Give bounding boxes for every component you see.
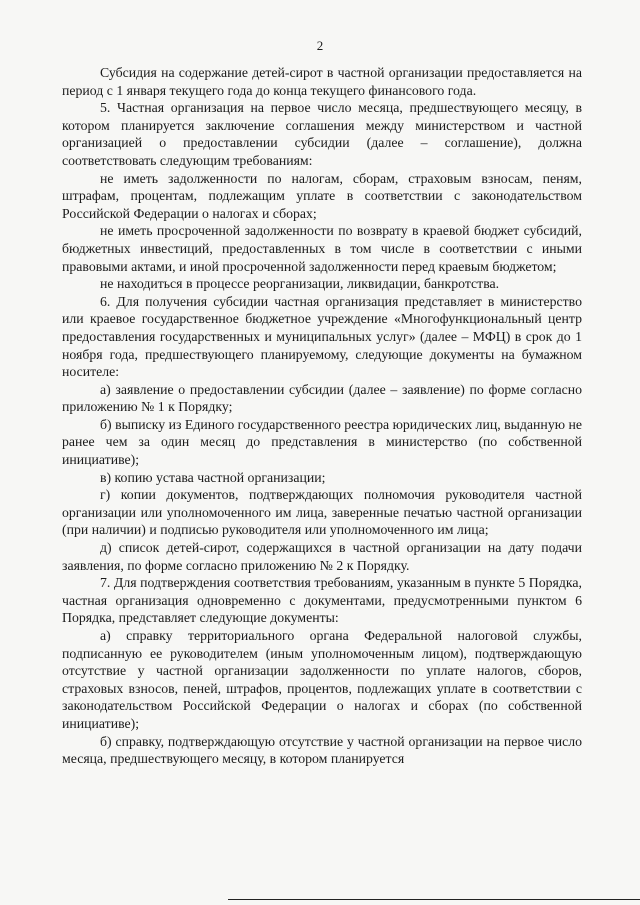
item-7b: б) справку, подтверждающую отсутствие у частной организации на первое число месяца, предшествующего месяцу, в котором планируется xyxy=(62,733,582,767)
item-6v: в) копию устава частной организации; xyxy=(100,469,326,485)
item-6g: г) копии документов, подтверждающих полномочия руководителя частной организации или уполномоченного им лица, заверенные печатью частной организации (при наличии) и подписью руководителя или уполномоченного им лица; xyxy=(62,487,582,538)
paragraph-5: 5. Частная организация на первое число месяца, предшествующего месяцу, в котором планируется заключение соглашения между министерством и частной организацией о предоставлении субсидии (далее – соглашение), должна соответствовать следующим требованиям: xyxy=(62,100,582,168)
item-7a: а) справку территориального органа Федеральной налоговой службы, подписанную ее руководителем (иным уполномоченным лицом), подтверждающую отсутствие у частной организации задолженности по уплате налогов, сборов, страховых взносов, пеней, штрафов, процентов, подлежащих уплате в соответствии с законодательством Российской Федерации о налогах и сборах (по собственной инициативе); xyxy=(62,628,582,731)
scan-edge-line xyxy=(228,899,640,900)
requirement-no-budget-debt: не иметь просроченной задолженности по возврату в краевой бюджет субсидий, бюджетных инвестиций, предоставленных в том числе в соответствии с иными правовыми актами, и иной просроченной задолженности перед краевым бюджетом; xyxy=(62,223,582,274)
requirement-no-reorganization: не находиться в процессе реорганизации, ликвидации, банкротства. xyxy=(100,276,500,292)
document-body xyxy=(62,64,582,768)
page-number: 2 xyxy=(316,38,324,53)
requirement-no-tax-debt: не иметь задолженности по налогам, сборам, страховым взносам, пеням, штрафам, процентам, подлежащим уплате в соответствии с законодательством Российской Федерации о налогах и сборах; xyxy=(62,170,582,221)
item-6b: б) выписку из Единого государственного реестра юридических лиц, выданную не ранее чем за один месяц до представления в министерство (по собственной инициативе); xyxy=(62,416,582,468)
item-6a: а) заявление о предоставлении субсидии (далее – заявление) по форме согласно приложению № 1 к Порядку; xyxy=(62,381,582,415)
item-6d: д) список детей-сирот, содержащихся в частной организации на дату подачи заявления, по форме согласно приложению № 2 к Порядку. xyxy=(62,540,582,573)
paragraph-7: 7. Для подтверждения соответствия требованиям, указанным в пункте 5 Порядка, частная организация одновременно с документами, предусмотренными пунктом 6 Порядка, представляет следующие документы: xyxy=(62,575,582,626)
paragraph-subsidy-period: Субсидия на содержание детей-сирот в частной организации предоставляется на период с 1 января текущего года до конца текущего финансового года. xyxy=(62,65,582,98)
paragraph-6: 6. Для получения субсидии частная организация представляет в министерство или краевое государственное бюджетное учреждение «Многофункциональный центр предоставления государственных и муниципальных услуг» (далее – МФЦ) в срок до 1 ноября года, предшествующего планируемому, следующие документы на бумажном носителе: xyxy=(62,293,582,380)
